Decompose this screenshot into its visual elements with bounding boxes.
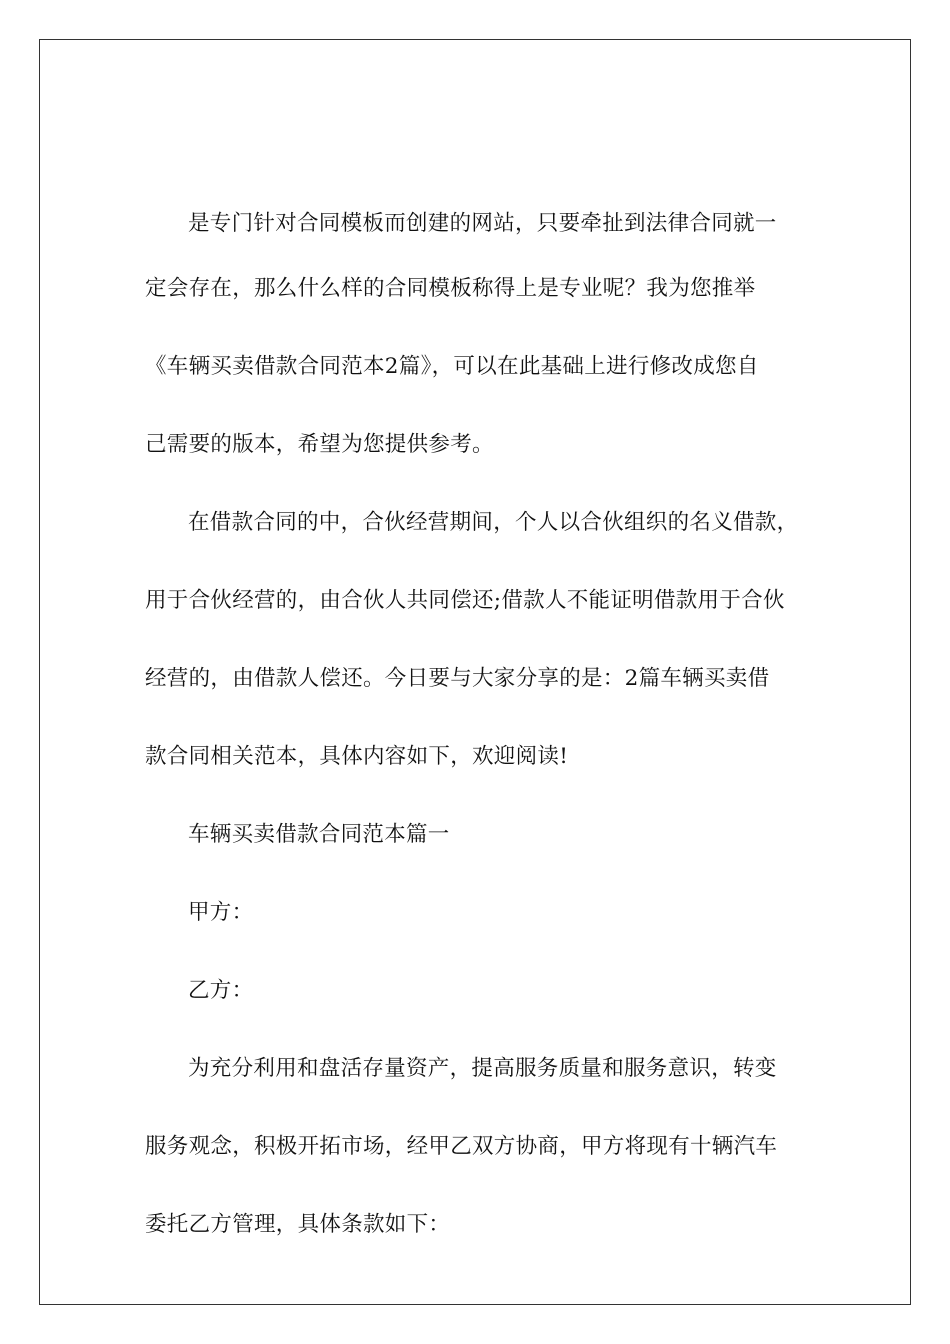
paragraph-terms-line-3: 委托乙方管理，具体条款如下： (145, 1212, 451, 1237)
paragraph-loan-line-4: 款合同相关范本，具体内容如下，欢迎阅读! (145, 744, 569, 769)
paragraph-intro-line-1: 是专门针对合同模板而创建的网站，只要牵扯到法律合同就一 (188, 211, 777, 236)
paragraph-intro-line-4: 己需要的版本，希望为您提供参考。 (145, 432, 494, 457)
paragraph-loan-line-3: 经营的，由借款人偿还。今日要与大家分享的是：2篇车辆买卖借 (145, 666, 770, 691)
document-body (145, 198, 815, 1264)
paragraph-terms-line-2: 服务观念，积极开拓市场，经甲乙双方协商，甲方将现有十辆汽车 (145, 1134, 778, 1159)
party-a-label: 甲方： (188, 900, 254, 925)
paragraph-loan-line-1: 在借款合同的中，合伙经营期间，个人以合伙组织的名义借款， (188, 510, 799, 535)
party-b-label: 乙方： (188, 978, 254, 1003)
section-title: 车辆买卖借款合同范本篇一 (188, 822, 450, 847)
paragraph-intro-line-2: 定会存在，那么什么样的合同模板称得上是专业呢？我为您推举 (145, 276, 756, 301)
paragraph-intro-line-3: 《车辆买卖借款合同范本2篇》，可以在此基础上进行修改成您自 (145, 354, 759, 379)
paragraph-terms-line-1: 为充分利用和盘活存量资产，提高服务质量和服务意识，转变 (188, 1056, 777, 1081)
paragraph-loan-line-2: 用于合伙经营的，由合伙人共同偿还;借款人不能证明借款用于合伙 (145, 588, 785, 613)
